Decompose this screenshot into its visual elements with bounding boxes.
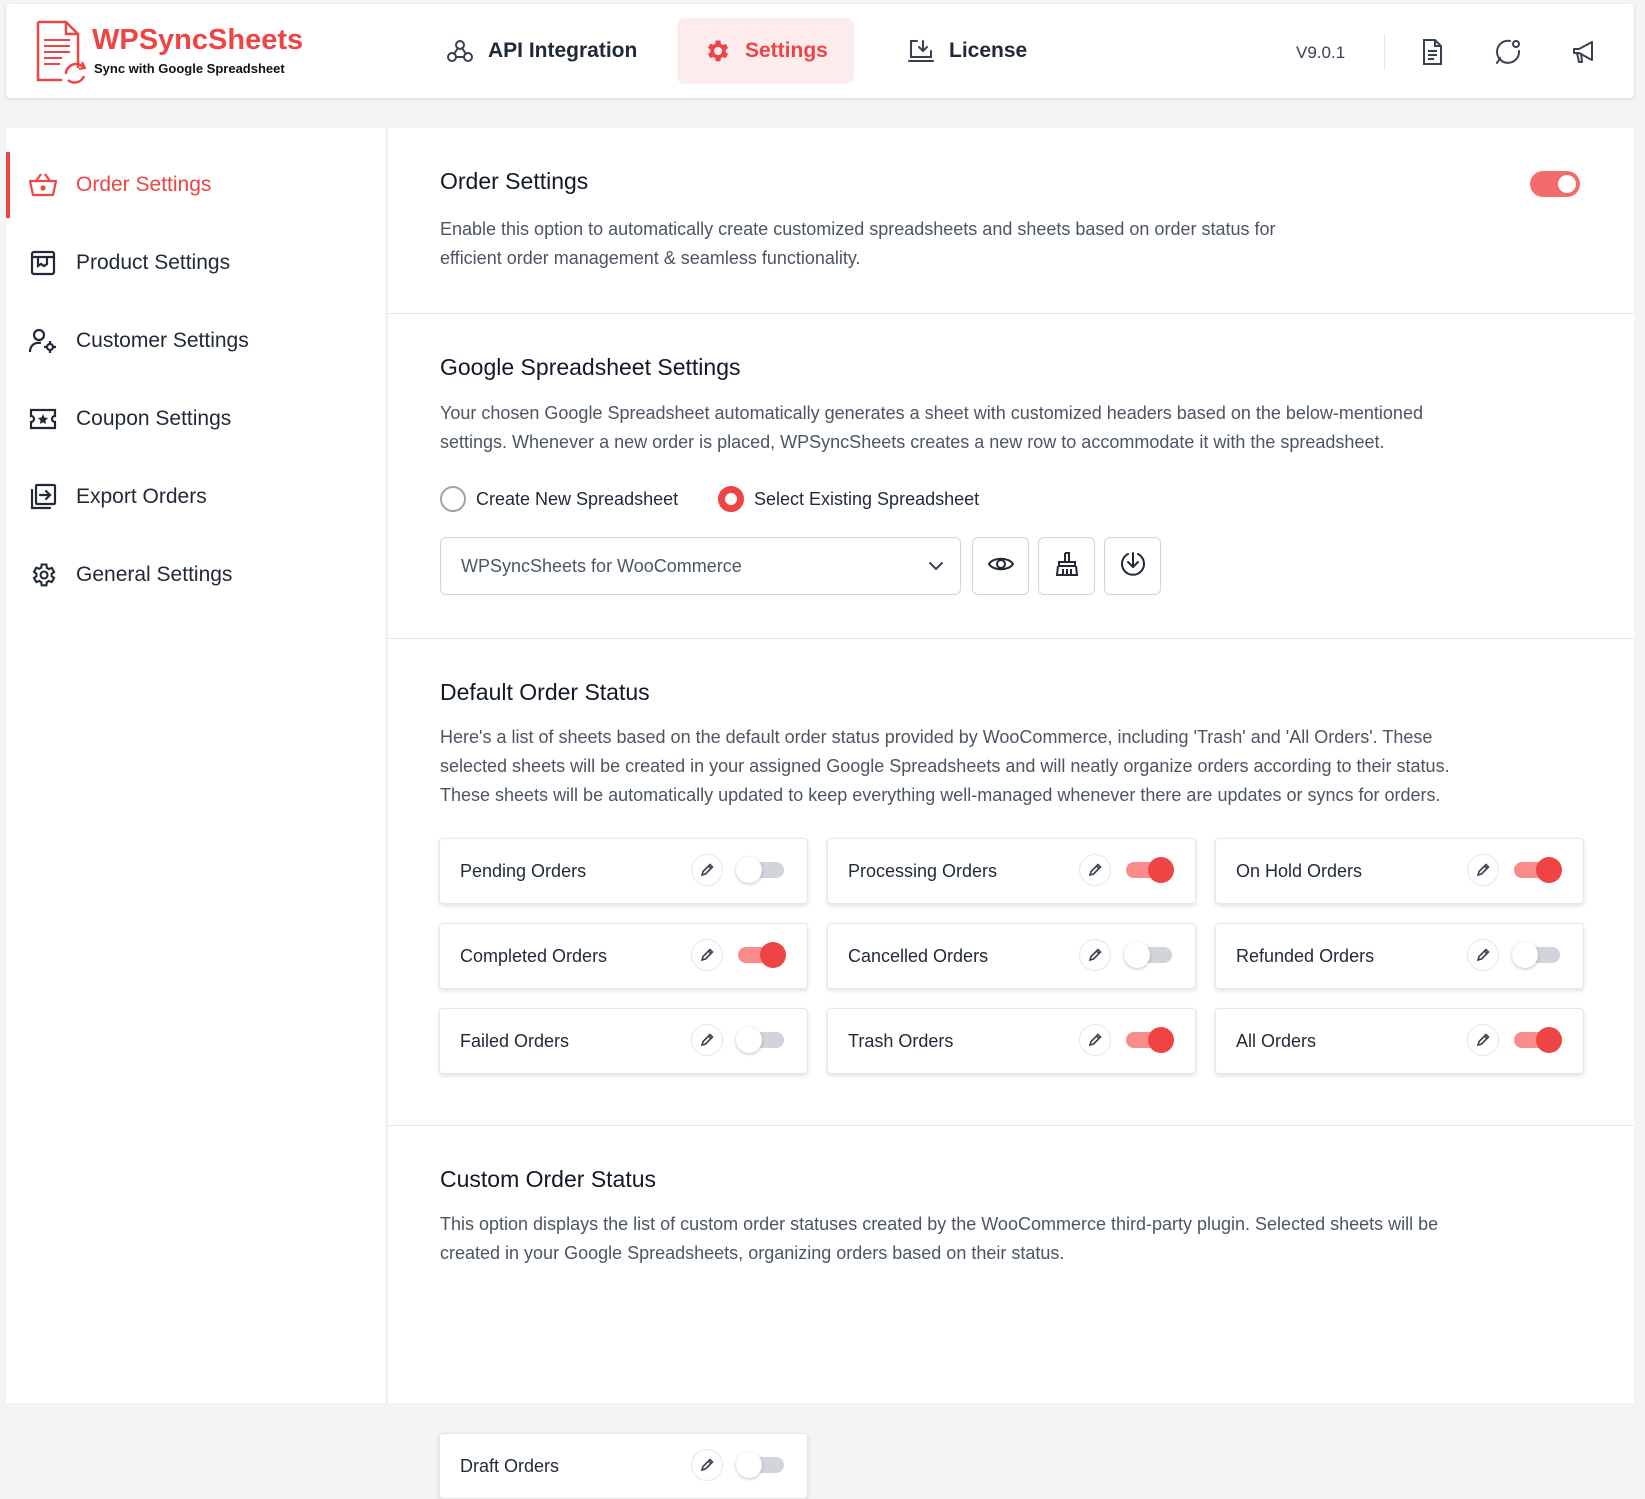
announcement-icon[interactable] — [1568, 36, 1600, 68]
download-icon — [1119, 550, 1147, 583]
order-status-label: On Hold Orders — [1236, 861, 1363, 881]
order-status-label: Failed Orders — [460, 1031, 570, 1051]
order-status-card — [827, 923, 1196, 989]
order-status-toggle[interactable] — [1512, 857, 1562, 883]
sidebar-item-coupon-settings[interactable] — [6, 384, 387, 454]
order-status-toggle[interactable] — [736, 1027, 786, 1053]
sidebar-item-product-settings[interactable] — [6, 228, 387, 298]
clear-spreadsheet-button[interactable] — [1038, 537, 1095, 595]
tab-label: License — [949, 39, 1028, 62]
brand-subtitle: Sync with Google Spreadsheet — [94, 61, 285, 76]
document-icon[interactable] — [1416, 36, 1448, 68]
settings-sidebar — [6, 128, 387, 1403]
order-status-toggle[interactable] — [1124, 857, 1174, 883]
sidebar-item-general-settings[interactable] — [6, 540, 387, 610]
sidebar-item-label: Product Settings — [76, 251, 231, 274]
edit-pencil-icon[interactable] — [1079, 1024, 1111, 1056]
selected-spreadsheet-value: WPSyncSheets for WooCommerce — [461, 555, 742, 576]
coupon-icon — [28, 404, 58, 434]
edit-pencil-icon[interactable] — [691, 939, 723, 971]
section-title: Default Order Status — [440, 679, 650, 705]
edit-pencil-icon[interactable] — [691, 1024, 723, 1056]
edit-pencil-icon[interactable] — [1467, 939, 1499, 971]
section-description: This option displays the list of custom order statuses created by the WooCommerce third-party plugin. Selected sheets will be — [440, 1214, 1439, 1234]
order-status-card — [439, 1433, 808, 1499]
top-navigation-bar — [6, 4, 1634, 98]
order-status-card — [1215, 838, 1584, 904]
clear-broom-icon — [1054, 551, 1080, 582]
order-status-label: All Orders — [1236, 1031, 1317, 1051]
order-status-toggle[interactable] — [1124, 942, 1174, 968]
webhook-icon — [446, 37, 474, 65]
gear-icon — [28, 560, 58, 590]
radio-label: Select Existing Spreadsheet — [754, 488, 980, 509]
order-status-toggle[interactable] — [1512, 1027, 1562, 1053]
sidebar-item-label: Customer Settings — [76, 329, 249, 352]
order-status-label: Processing Orders — [848, 861, 998, 881]
order-status-label: Draft Orders — [460, 1456, 560, 1476]
section-description: selected sheets will be created in your assigned Google Spreadsheets and will neatly organize orders according to their status. — [440, 756, 1450, 776]
edit-pencil-icon[interactable] — [1467, 854, 1499, 886]
brand-logo[interactable] — [32, 18, 303, 84]
section-title: Custom Order Status — [440, 1166, 657, 1192]
section-description: settings. Whenever a new order is placed, WPSyncSheets creates a new row to accommodate it with the spreadsheet. — [440, 432, 1385, 452]
order-status-card — [1215, 923, 1584, 989]
custom-order-status-section — [388, 1126, 1634, 1476]
order-status-toggle[interactable] — [1124, 1027, 1174, 1053]
sidebar-item-label: Coupon Settings — [76, 407, 232, 430]
edit-pencil-icon[interactable] — [1467, 1024, 1499, 1056]
brand-title: WPSyncSheets — [92, 24, 304, 56]
product-box-icon — [28, 248, 58, 278]
sidebar-item-customer-settings[interactable] — [6, 306, 387, 376]
order-status-toggle[interactable] — [736, 942, 786, 968]
gear-icon — [703, 37, 731, 65]
edit-pencil-icon[interactable] — [1079, 854, 1111, 886]
select-existing-spreadsheet-radio[interactable] — [718, 486, 979, 512]
sidebar-item-label: Export Orders — [76, 485, 207, 508]
tab-settings[interactable] — [677, 18, 854, 84]
order-settings-toggle[interactable] — [1530, 171, 1580, 197]
radio-label: Create New Spreadsheet — [476, 488, 679, 509]
tab-label: Settings — [745, 39, 828, 62]
section-description: efficient order management & seamless functionality. — [440, 248, 861, 268]
order-status-label: Refunded Orders — [1236, 946, 1375, 966]
edit-pencil-icon[interactable] — [1079, 939, 1111, 971]
order-status-card — [827, 1008, 1196, 1074]
tab-label: API Integration — [488, 39, 638, 62]
order-status-toggle[interactable] — [1512, 942, 1562, 968]
export-icon — [28, 482, 58, 512]
order-status-label: Trash Orders — [848, 1031, 954, 1051]
support-chat-icon[interactable] — [1492, 36, 1524, 68]
edit-pencil-icon[interactable] — [691, 854, 723, 886]
edit-pencil-icon[interactable] — [691, 1449, 723, 1481]
order-settings-section — [388, 128, 1634, 314]
eye-icon — [988, 554, 1014, 579]
order-status-card — [1215, 1008, 1584, 1074]
order-status-toggle[interactable] — [736, 857, 786, 883]
basket-icon — [28, 170, 58, 200]
view-spreadsheet-button[interactable] — [972, 537, 1029, 595]
section-description: These sheets will be automatically updated to keep everything well-managed whenever there are updates or syncs for orders. — [440, 785, 1441, 805]
section-title: Google Spreadsheet Settings — [440, 354, 741, 380]
tab-api-integration[interactable] — [420, 18, 663, 84]
version-label: V9.0.1 — [1296, 43, 1346, 62]
section-title: Order Settings — [440, 168, 589, 194]
divider — [1384, 34, 1385, 70]
google-spreadsheet-settings-section — [388, 314, 1634, 639]
section-description: Enable this option to automatically create customized spreadsheets and sheets based on order status for — [440, 219, 1276, 239]
order-status-label: Cancelled Orders — [848, 946, 989, 966]
order-status-card — [439, 1008, 808, 1074]
order-status-label: Pending Orders — [460, 861, 587, 881]
section-description: created in your Google Spreadsheets, organizing orders based on their status. — [440, 1243, 1065, 1263]
sidebar-item-order-settings[interactable] — [6, 150, 387, 220]
order-status-card — [439, 838, 808, 904]
order-status-toggle[interactable] — [736, 1452, 786, 1478]
order-status-card — [827, 838, 1196, 904]
download-spreadsheet-button[interactable] — [1104, 537, 1161, 595]
section-description: Your chosen Google Spreadsheet automatically generates a sheet with customized headers based on the below-mentioned — [440, 403, 1423, 423]
chevron-down-icon — [926, 556, 946, 576]
sidebar-item-export-orders[interactable] — [6, 462, 387, 532]
user-gear-icon — [28, 326, 58, 356]
order-status-card — [439, 923, 808, 989]
sidebar-item-label: General Settings — [76, 563, 233, 586]
section-description: Here's a list of sheets based on the default order status provided by WooCommerce, including 'Trash' and 'All Orders'. These — [440, 727, 1433, 747]
license-icon — [907, 37, 935, 65]
order-status-label: Completed Orders — [460, 946, 608, 966]
sidebar-item-label: Order Settings — [76, 173, 212, 196]
settings-content — [388, 128, 1634, 1476]
spreadsheet-sync-logo-icon — [32, 18, 88, 84]
create-new-spreadsheet-radio[interactable] — [440, 486, 678, 512]
default-order-status-section — [388, 639, 1634, 1126]
spreadsheet-select[interactable] — [440, 537, 961, 595]
tab-license[interactable] — [881, 18, 1053, 84]
